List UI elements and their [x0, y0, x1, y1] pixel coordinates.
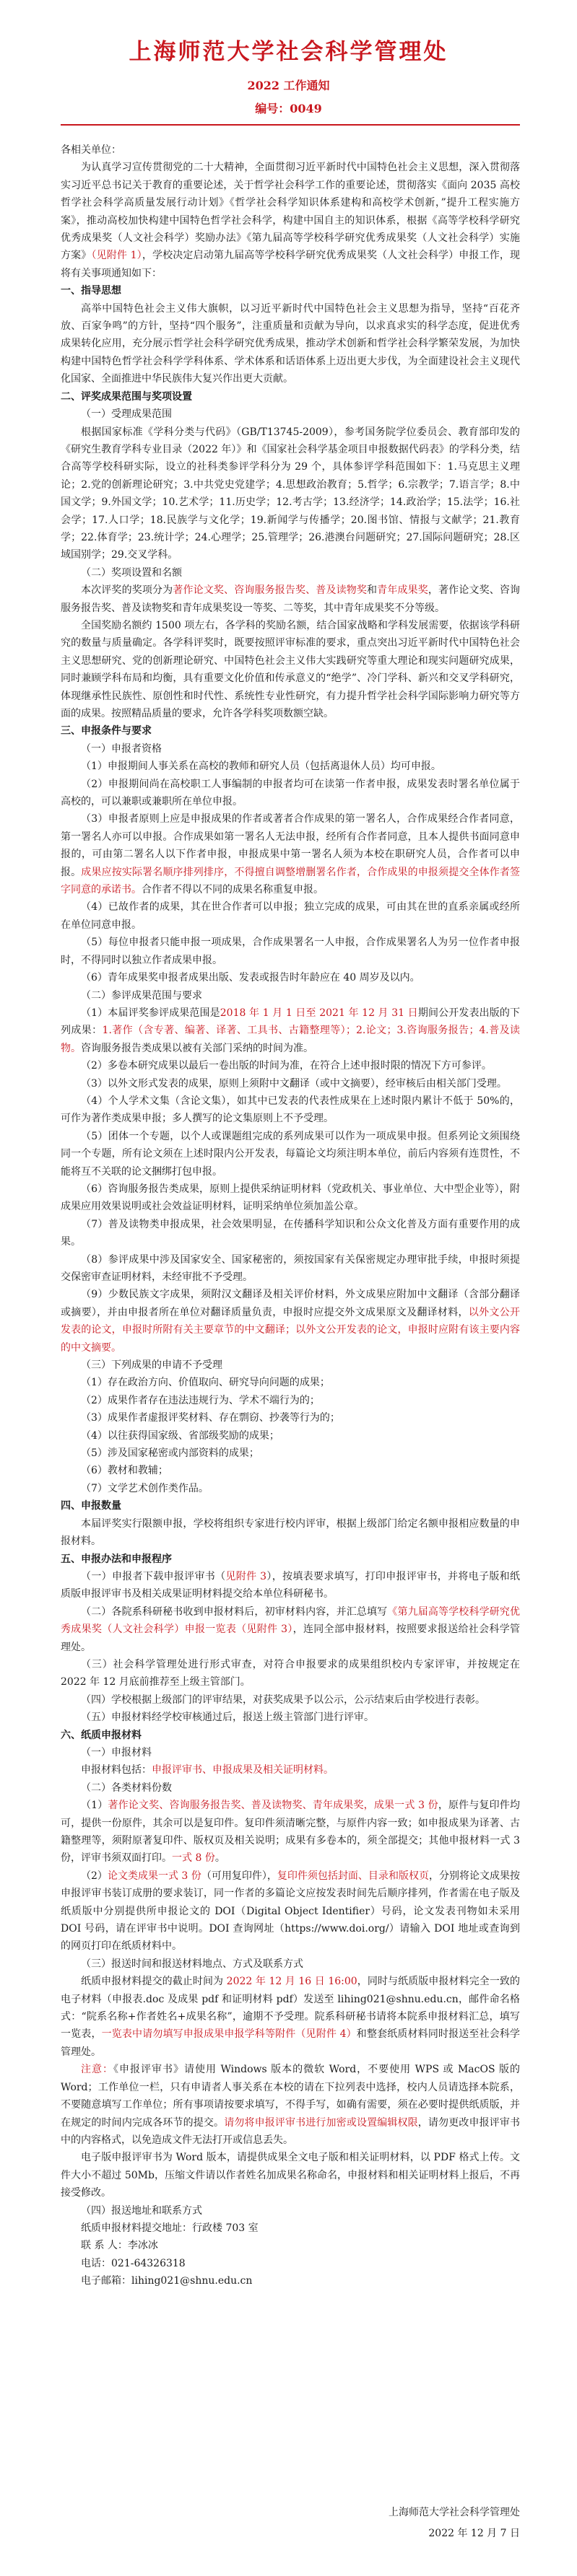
body-text: 咨询服务报告类成果以被有关部门采纳的时间为准。 [81, 1042, 313, 1054]
notice-body [61, 141, 520, 2290]
highlighted-text: 著作论文奖、咨询服务报告奖、普及读物奖、青年成果奖，成果一式 3 份 [108, 1800, 438, 1812]
body-text: （8）参评成果中涉及国家安全、国家秘密的，须按国家有关保密规定办理审批手续，申报时须提交保密审查证明材料，未经审批不予受理。 [61, 1253, 520, 1283]
highlighted-text: 见附件 3 [225, 1570, 267, 1582]
highlighted-text: 《第九届高等学校科学研究优秀成果奖（人文社会科学）申报一览表（见附件 3） [61, 1605, 521, 1636]
paragraph [61, 1075, 520, 1092]
paragraph [61, 1656, 520, 1691]
body-text: （二）各类材料份数 [81, 1782, 172, 1794]
paragraph [61, 1057, 520, 1074]
section-heading [61, 1727, 520, 1744]
signature-date: 2022 年 12 月 7 日 [428, 2528, 520, 2539]
body-text: 合作者不得以不同的成果名称重复申报。 [142, 884, 324, 896]
highlighted-text: 论文类成果一式 3 份 [107, 1870, 201, 1882]
contact-line: 电子邮箱：lihing021@shnu.edu.cn [81, 2275, 253, 2287]
body-text: 五、申报办法和申报程序 [61, 1553, 172, 1565]
subsection-heading [61, 987, 520, 1004]
section-heading [61, 388, 520, 406]
body-text: （7）文学艺术创作类作品。 [81, 1482, 209, 1494]
body-text: 本届评奖实行限额申报，学校将组织专家进行校内评审，根据上级部门给定名额申报相应数量的申报材料。 [61, 1517, 520, 1548]
body-text: 纸质申报材料提交的截止时间为 [81, 1976, 227, 1988]
paragraph [61, 1761, 520, 1779]
body-text: （4）以往获得国家级、省部级奖励的成果； [81, 1429, 279, 1442]
body-text: （一）受理成果范围 [81, 408, 172, 421]
subsection-heading [61, 1779, 520, 1797]
paragraph [61, 1709, 520, 1726]
body-text: 根据国家标准《学科分类与代码》（GB/T13745-2009），参考国务院学位委员会、教育部印发的《研究生教育学科专业目录（2022 年）》和《国家社会科学基金项目申报数据代码表》的学科分类，结合高等学校科研实际，设立的社科类参评学科分为 29 个，具体参评学科范围如下：1.马克思主义理论；2.党的创新理论研究；3.中共党史党建学；4.思想政治教育；5.哲学；6.宗教学；7.语言学；8.中国文学；9.外国文学；10.艺术学；11.历史学；12.考古学；13.经济学；14.政治学；15.法学；16.社会学；17.人口学；18.民族学与文化学；19.新闻学与传播学；20.图书馆、情报与文献学；21.教育学；22.体育学；23.统计学；24.心理学；25.管理学；26.港澳台问题研究；27.国际问题研究；28.区域国别学；29.交叉学科。 [61, 426, 520, 561]
body-text: （6）教材和教辅； [81, 1465, 168, 1477]
body-text: 和 [367, 584, 378, 597]
subsection-heading [61, 1744, 520, 1761]
contact-line: 电话：021-64326318 [81, 2257, 186, 2269]
body-text: 本次评奖的奖项分为 [81, 584, 173, 597]
body-text: ，连同全部申报材料，按照要求报送给社会科学管理处。 [61, 1624, 521, 1653]
body-text: （5）涉及国家秘密或内部资料的成果； [81, 1447, 259, 1460]
paragraph [61, 1216, 520, 1251]
subsection-heading [61, 2202, 520, 2220]
paragraph [61, 776, 520, 811]
subsection-heading [61, 1357, 520, 1374]
body-text: （2） [81, 1870, 108, 1882]
document-number: 编号：0049 [255, 102, 322, 115]
body-text: 六、纸质申报材料 [61, 1729, 142, 1741]
section-heading [61, 282, 520, 299]
highlighted-text: 成果应按实际署名顺序排列排序，不得擅自调整增删署名作者，合作成果的申报须提交全体作者签字同意的承诺书。 [61, 866, 521, 896]
section-heading [61, 1497, 520, 1515]
body-text: ，分别将论文成果按申报评审书装订成册的要求装订，同一作者的多篇论文应按发表时间先后顺序排列，作者需在电子版及纸质版中分别提供所申报论文的 DOI（Digital Object Identifier）号码，论文发表刊物如未采用 DOI 号码，请在评审书中说明。DOI 查询网址（https://www.doi.org/）请输入 DOI 地址或查询到的网页打印在纸质材料中。 [61, 1870, 521, 1953]
signature-org: 上海师范大学社会科学管理处 [389, 2507, 520, 2518]
paragraph [61, 1180, 520, 1216]
highlighted-text: 2018 年 1 月 1 日至 2021 年 12 月 31 日 [220, 1007, 418, 1019]
paragraph [61, 1462, 520, 1479]
body-text: ，学校决定启动第九届高等学校科学研究优秀成果奖（人文社会科学）申报工作，现将有关事项通知如下： [61, 250, 521, 279]
body-text: （3）申报者原则上应是申报成果的作者或著者合作成果的第一署名人，合作成果经合作者同意，第一署名人亦可以申报。合作成果如第一署名人无法申报，经所有合作者同意，且本人提供书面同意申报的，可由第二署名人以下作者申报，申报成果中第一署名人须为本校在职研究人员，合作者可以申报。 [61, 813, 520, 878]
highlighted-text: 请勿将申报评审书进行加密或设置编辑权限 [224, 2116, 418, 2129]
body-text: （二）参评成果范围与要求 [81, 989, 202, 1002]
paragraph [61, 1092, 520, 1128]
body-text: （6）青年成果奖申报者成果出版、发表或报告时年龄应在 40 周岁及以内。 [81, 972, 420, 984]
notice-sections [61, 282, 520, 2220]
body-text: （5）每位申报者只能申报一项成果，合作成果署名一人申报，合作成果署名人为另一位作者申报时，不得同时以独立作者成果申报。 [61, 937, 520, 966]
subsection-heading [61, 406, 520, 423]
paragraph [61, 1374, 520, 1391]
body-text: （2）多卷本研究成果以最后一卷出版的时间为准，在符合上述申报时限的情况下方可参评。 [81, 1060, 492, 1072]
paragraph [61, 582, 520, 617]
paragraph [61, 934, 520, 969]
highlighted-text: 申报评审书、申报成果及相关证明材料。 [152, 1764, 334, 1777]
body-text: ，原件与复印件均可，提供一份原件，其余可以是复印件。复印件须清晰完整，与原件内容一致；如申报成果为译著、古籍整理等，须附原著复印件、版权页及相关说明；成果有多卷本的，须全部提交；其他申报材料一式 3 份，评审书须双面打印。 [61, 1800, 520, 1865]
section-heading [61, 1551, 520, 1568]
header-divider [61, 124, 520, 126]
body-text: （三）下列成果的申请不予受理 [81, 1359, 222, 1372]
body-text: 二、评奖成果范围与奖项设置 [61, 390, 192, 403]
paragraph [61, 1568, 520, 1603]
paragraph [61, 898, 520, 934]
paragraph [61, 1409, 520, 1427]
body-text: （1）存在政治方向、价值取向、研究导向问题的成果； [81, 1377, 330, 1389]
body-text: （二）奖项设置和名额 [81, 566, 182, 579]
body-text: （5）团体一个专题，以个人或课题组完成的系列成果可以作为一项成果申报。但系列论文须围绕同一个专题，所有论文须在上述时限内公开发表，每篇论文均须注明本单位，前后内容须有连贯性，不能将互不关联的论文捆绑打包申报。 [61, 1130, 520, 1178]
paragraph [61, 810, 520, 898]
body-text: ，同时与纸质版申报材料完全一致的电子材料（申报表.doc 及成果 pdf 和证明材料 pdf）发送至 lihing021@shnu.edu.cn，邮件命名格式：“院系名称+作者姓名+成果名称”，逾期不予受理。院系科研秘书请将本院系申报材料汇总，填写一览表， [61, 1976, 521, 2041]
body-text: （3）成果作者虚报评奖材料、存在剽窃、抄袭等行为的； [81, 1412, 340, 1424]
paragraph [61, 617, 520, 722]
body-text: （三）社会科学管理处进行形式审查，对符合申报要求的成果组织校内专家评审，并按规定在 2022 年 12 月底前推荐至上级主管部门。 [61, 1658, 520, 1688]
body-text: （2）申报期间尚在高校职工人事编制的申报者均可在读第一作者申报，成果发表时署名单位属于高校的，可以兼职或兼职所在单位申报。 [61, 778, 520, 808]
contact-line: 纸质申报材料提交地址：行政楼 703 室 [81, 2222, 259, 2234]
paragraph [61, 2149, 520, 2202]
paragraph [61, 1286, 520, 1357]
subsection-heading [61, 1955, 520, 1973]
body-text: （四）学校根据上级部门的评审结果，对获奖成果予以公示，公示结束后由学校进行表彰。 [81, 1694, 485, 1706]
paragraph [61, 1392, 520, 1409]
section-heading [61, 722, 520, 740]
body-text: （4）已故作者的成果，其在世合作者可以申报；独立完成的成果，可由其在世的直系亲属或经所在单位同意申报。 [61, 901, 520, 931]
contact-line: 联 系 人：李冰冰 [81, 2240, 158, 2252]
body-text: （可用复印件）， [201, 1870, 277, 1882]
body-text: （一）申报者资格 [81, 742, 162, 755]
paragraph [61, 969, 520, 986]
body-text: （三）报送时间和报送材料地点、方式及联系方式 [81, 1958, 303, 1970]
body-text: 。 [214, 1852, 225, 1865]
body-text: 期间公开发表出版的下列成果： [61, 1007, 521, 1037]
highlighted-text: （见附件 1） [91, 250, 142, 262]
highlighted-text: 2022 年 12 月 16 日 16:00 [226, 1976, 357, 1988]
body-text: 四、申报数量 [61, 1500, 121, 1512]
intro-paragraph [61, 159, 520, 282]
body-text: （7）普及读物类申报成果，社会效果明显，在传播科学知识和公众文化普及方面有重要作用的成果。 [61, 1218, 520, 1248]
body-text: （9）少数民族文字成果，须附汉文翻译及相关评价材料，外文成果应附加中文翻译（含部分翻译或摘要），并由申报者所在单位对翻译质量负责，申报时应提交外文成果原文及翻译材料， [61, 1289, 520, 1318]
body-text: （6）咨询服务报告类成果，原则上提供采纳证明材料（党政机关、事业单位、大中型企业等），附成果应用效果说明或社会效益证明材料，证明采纳单位须加盖公章。 [61, 1183, 520, 1213]
highlighted-text: 青年成果奖 [377, 584, 428, 597]
body-text: （1）申报期间人事关系在高校的教师和研究人员（包括离退休人员）均可申报。 [81, 761, 441, 773]
body-text: ），按填表要求填写，打印申报评审书，并将电子版和纸质版申报评审书及相关成果证明材料提交给本单位科研秘书。 [61, 1570, 521, 1600]
paragraph [61, 424, 520, 564]
highlighted-text: 著作论文奖、咨询服务报告奖、普及读物奖 [173, 584, 368, 597]
paragraph [61, 1867, 520, 1955]
salutation: 各相关单位： [61, 144, 121, 156]
paragraph [61, 300, 520, 388]
paragraph [61, 1251, 520, 1287]
office-title: 上海师范大学社会科学管理处 [129, 39, 448, 65]
body-text: 三、申报条件与要求 [61, 725, 152, 737]
body-text: 电子版申报评审书为 Word 版本，请提供成果全文电子版和相关证明材料，以 PDF 格式上传。文件大小不超过 50Mb，压缩文件请以作者姓名加成果名称命名，申报材料和相关证明材料上报后，不再接受修改。 [61, 2152, 520, 2199]
body-text: （1）本届评奖参评成果范围是 [81, 1007, 220, 1019]
body-text: 一、指导思想 [61, 285, 121, 297]
notice-subtitle: 2022 工作通知 [247, 79, 330, 92]
body-text: 《申报评审书》请使用 Windows 版本的微软 Word，不要使用 WPS 或 MacOS 版的 Word；工作单位一栏，只有申请者人事关系在本校的请在下拉列表中选择，校内人员请选择本院系，不要随意填写工作单位；所有事项请按要求填写，不得手写，如确有需要，须在必要时提供纸质版，并在规定的时间内完成各环节的提交。 [61, 2064, 520, 2129]
body-text: （二）各院系科研秘书收到申报材料后，初审材料内容，并汇总填写 [81, 1605, 388, 1618]
paragraph [61, 1797, 520, 1867]
body-text: 和整套纸质材料同时报送至社会科学管理处。 [61, 2028, 521, 2058]
contact-info [61, 2220, 520, 2290]
highlighted-text: 1.著作（含专著、编著、译著、工具书、古籍整理等）；2.论文；3.咨询服务报告；4.普及读物。 [61, 1025, 521, 1054]
paragraph [61, 1973, 520, 2061]
body-text: （1） [81, 1800, 108, 1812]
body-text: （2）成果作者存在违法违规行为、学术不端行为的； [81, 1394, 320, 1406]
highlighted-text: 以外文公开发表的论文，申报时所附有关主要章节的中文翻译；以外文公开发表的论文，申报时应附有该主要内容的中文摘要。 [61, 1306, 521, 1354]
paragraph [61, 1515, 520, 1551]
body-text: 申报材料包括： [81, 1764, 152, 1777]
paragraph [61, 1480, 520, 1497]
highlighted-text: 注意： [81, 2064, 114, 2076]
body-text: （4）个人学术文集（含论文集），如其中已发表的代表性成果在上述时限内累计不低于 50%的，可作为著作类成果申报；多人撰写的论文集原则上不予受理。 [61, 1095, 520, 1125]
body-text: 全国奖励名额约 1500 项左右，各学科的奖励名额，结合国家战略和学科发展需要，依据该学科研究的数量与质量确定。各学科评奖时，既要按照评审标准的要求，重点突出习近平新时代中国特色社会主义思想研究、党的创新理论研究、中国特色社会主义伟大实践研究等重大理论和现实问题研究成果，同时兼顾学科布局和均衡，具有重要文化价值和传承意义的“绝学”、冷门学科、新兴和交叉学科研究，体现继承性民族性、原创性和时代性、系统性专业性研究，有力提升哲学社会科学国际影响力研究等方面的成果。按照精品质量的要求，允许各学科奖项数额空缺。 [61, 619, 520, 719]
paragraph [61, 758, 520, 775]
paragraph [61, 2061, 520, 2149]
paragraph [61, 1128, 520, 1180]
paragraph [61, 1445, 520, 1462]
body-text: （一）申报材料 [81, 1746, 152, 1758]
body-text: 高举中国特色社会主义伟大旗帜，以习近平新时代中国特色社会主义思想为指导，坚持“百花齐放、百家争鸣”的方针，坚持“四个服务”，注重质量和贡献为导向，以求真求实的科学态度，促进优秀成果转化应用，充分展示哲学社会科学研究优秀成果，推动学术创新和哲学社会科学繁荣发展，为加快构建中国特色哲学社会科学学科体系、学术体系和话语体系上迈出更大步伐，为全面建设社会主义现代化国家、全面推进中华民族伟大复兴作出更大贡献。 [61, 302, 520, 385]
paragraph [61, 1603, 520, 1656]
body-text: （3）以外文形式发表的成果，原则上须附中文翻译（或中文摘要），经审核后由相关部门受理。 [81, 1077, 507, 1090]
highlighted-text: 复印件须包括封面、目录和版权页 [277, 1870, 429, 1882]
body-text: 为认真学习宣传贯彻党的二十大精神，全面贯彻习近平新时代中国特色社会主义思想，深入贯彻落实习近平总书记关于教育的重要论述，关于哲学社会科学工作的重要论述，贯彻落实《面向 2035 高校哲学社会科学高质量发展行动计划》《哲学社会科学知识体系建构和高校学术创新，”提升工程实施方案》，推动高校加快构建中国特色哲学社会科学，构建中国自主的知识体系，根据《高等学校科学研究优秀成果奖（人文社会科学）奖励办法》《第九届高等学校科学研究优秀成果奖（人文社会科学）实施方案》 [61, 162, 520, 262]
paragraph [61, 1691, 520, 1709]
body-text: （四）报送地址和联系方式 [81, 2204, 202, 2217]
body-text: ，请勿更改申报评审书中的内容格式，以免造成文件无法打开或信息丢失。 [61, 2116, 521, 2146]
body-text: ，著作论文奖、咨询服务报告奖、普及读物奖和青年成果奖设一等奖、二等奖，其中青年成果奖不分等级。 [61, 584, 521, 614]
paragraph [61, 1427, 520, 1445]
highlighted-text: 一览表中请勿填写申报成果申报学科等附件（见附件 4） [101, 2028, 357, 2041]
paragraph [61, 1004, 520, 1057]
highlighted-text: 一式 8 份 [172, 1852, 215, 1865]
subsection-heading [61, 740, 520, 758]
body-text: （五）申报材料经学校审核通过后，报送上级主管部门进行评审。 [81, 1712, 374, 1724]
body-text: （一）申报者下载申报评审书（ [81, 1570, 226, 1582]
subsection-heading [61, 564, 520, 582]
